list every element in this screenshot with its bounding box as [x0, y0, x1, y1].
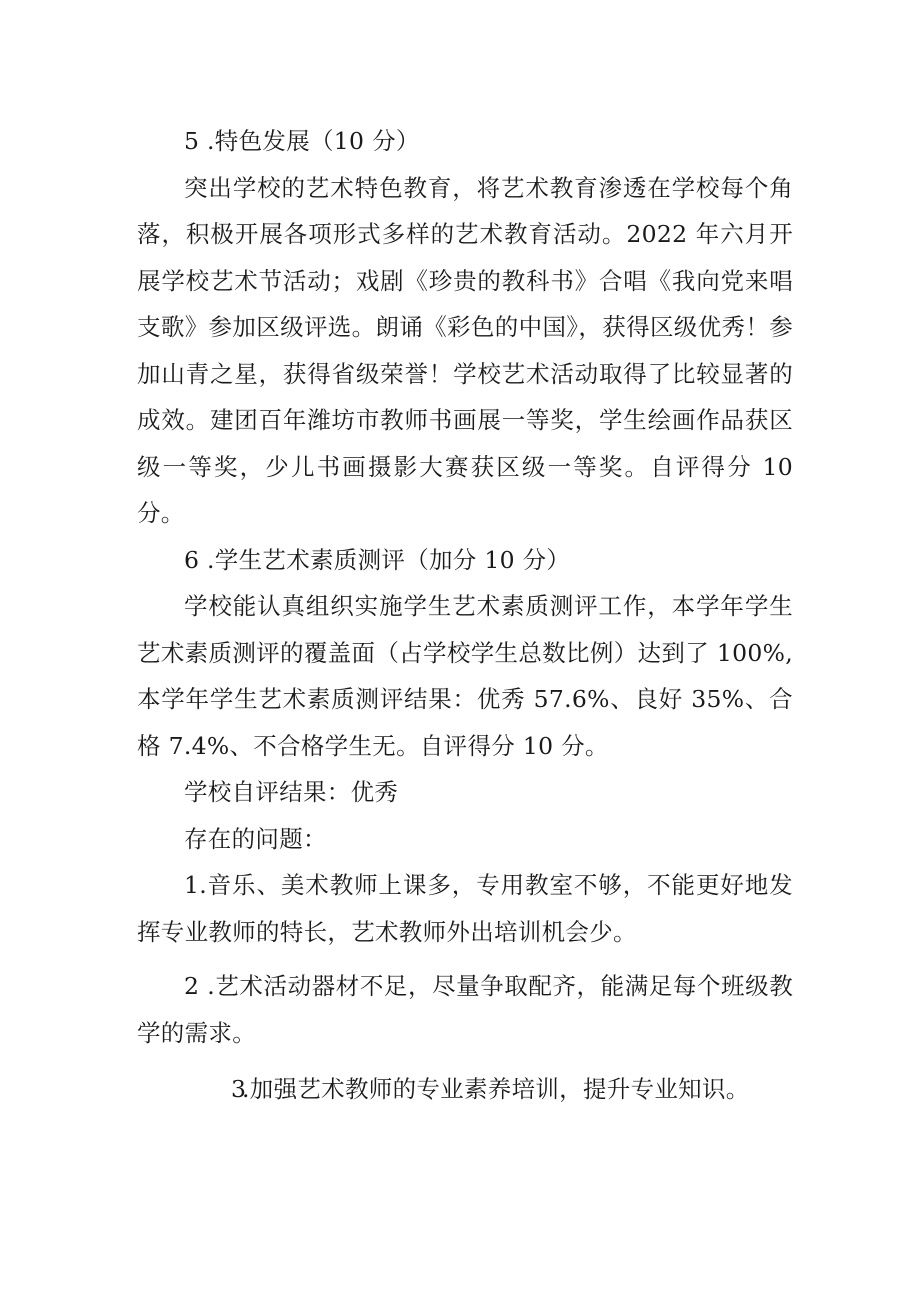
- problem-item-2: 2 .艺术活动器材不足，尽量争取配齐，能满足每个班级教学的需求。: [137, 972, 793, 1047]
- problem-item-3-number: 3: [231, 1075, 247, 1103]
- problem-item-3-text: .加强艺术教师的专业素养培训，提升专业知识。: [242, 1075, 750, 1103]
- problems-heading: 存在的问题：: [184, 824, 327, 853]
- self-evaluation-result: 学校自评结果：优秀: [184, 778, 399, 806]
- section6-heading: 6 .学生艺术素质测评（加分 10 分）: [184, 545, 571, 574]
- section5-body: 突出学校的艺术特色教育，将艺术教育渗透在学校每个角落，积极开展各项形式多样的艺术教育活动。2022 年六月开展学校艺术节活动；戏剧《珍贵的教科书》合唱《我向党来唱支歌》参加区级评选。朗诵《彩色的中国》，获得区级优秀！参加山青之星，获得省级荣誉！学校艺术活动取得了比较显著的成效。建团百年潍坊市教师书画展一等奖，学生绘画作品获区级一等奖，少儿书画摄影大赛获区级一等奖。自评得分 10 分。: [137, 173, 793, 527]
- problem-item-3: [137, 1066, 793, 1113]
- problem-item-1: 1.音乐、美术教师上课多，专用教室不够，不能更好地发挥专业教师的特长，艺术教师外出培训机会少。: [137, 871, 793, 946]
- section5-heading: 5 .特色发展（10 分）: [184, 127, 420, 155]
- document-page: [137, 118, 793, 1113]
- section6-body: 学校能认真组织实施学生艺术素质测评工作，本学年学生艺术素质测评的覆盖面（占学校学生总数比例）达到了 100%,本学年学生艺术素质测评结果：优秀 57.6%、良好 35%、合格 7.4%、不合格学生无。自评得分 10 分。: [137, 592, 793, 760]
